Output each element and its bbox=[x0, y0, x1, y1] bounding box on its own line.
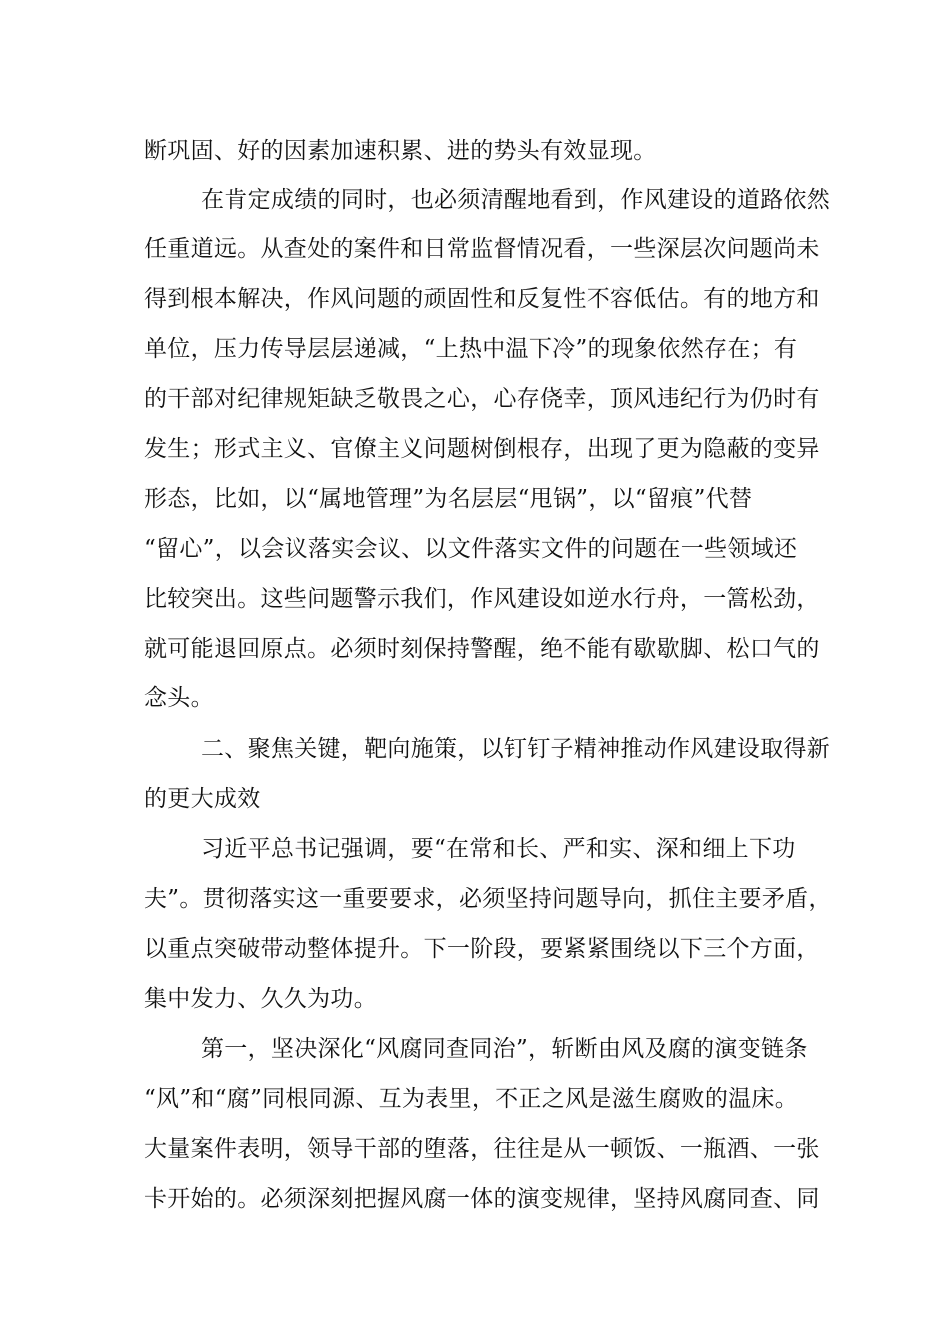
text-line: 念头。 bbox=[144, 685, 214, 711]
text-line: 就可能退回原点。必须时刻保持警醒，绝不能有歇歇脚、松口气的 bbox=[144, 636, 820, 662]
text-line: “风”和“腐”同根同源、互为表里，不正之风是滋生腐败的温床。 bbox=[144, 1086, 799, 1112]
text-line: “留心”，以会议落实会议、以文件落实文件的问题在一些领域还 bbox=[144, 536, 798, 562]
text-line: 大量案件表明，领导干部的堕落，往往是从一顿饭、一瓶酒、一张 bbox=[144, 1136, 820, 1162]
paragraph-first-line: 第一，坚决深化“风腐同查同治”，斩断由风及腐的演变链条 bbox=[201, 1036, 808, 1062]
text-line: 以重点突破带动整体提升。下一阶段，要紧紧围绕以下三个方面， bbox=[144, 936, 820, 962]
text-line: 得到根本解决，作风问题的顽固性和反复性不容低估。有的地方和 bbox=[144, 286, 820, 312]
paragraph-first-line: 习近平总书记强调，要“在常和长、严和实、深和细上下功 bbox=[201, 836, 796, 862]
text-line: 单位，压力传导层层递减，“上热中温下冷”的现象依然存在；有 bbox=[144, 336, 798, 362]
text-line: 比较突出。这些问题警示我们，作风建设如逆水行舟，一篙松劲， bbox=[144, 586, 820, 612]
text-line: 集中发力、久久为功。 bbox=[144, 986, 377, 1012]
text-line: 断巩固、好的因素加速积累、进的势头有效显现。 bbox=[144, 138, 657, 164]
text-line: 卡开始的。必须深刻把握风腐一体的演变规律，坚持风腐同查、同 bbox=[144, 1186, 820, 1212]
section-heading-line: 二、聚焦关键，靶向施策，以钉钉子精神推动作风建设取得新 bbox=[201, 736, 831, 762]
text-line: 的干部对纪律规矩缺乏敬畏之心，心存侥幸，顶风违纪行为仍时有 bbox=[144, 386, 820, 412]
text-line: 形态，比如，以“属地管理”为名层层“甩锅”，以“留痕”代替 bbox=[144, 486, 753, 512]
text-line: 任重道远。从查处的案件和日常监督情况看，一些深层次问题尚未 bbox=[144, 236, 820, 262]
section-heading-line: 的更大成效 bbox=[144, 786, 261, 812]
text-line: 发生；形式主义、官僚主义问题树倒根存，出现了更为隐蔽的变异 bbox=[144, 436, 820, 462]
paragraph-first-line: 在肯定成绩的同时，也必须清醒地看到，作风建设的道路依然 bbox=[201, 187, 831, 213]
text-line: 夫”。贯彻落实这一重要要求，必须坚持问题导向，抓住主要矛盾， bbox=[144, 886, 832, 912]
